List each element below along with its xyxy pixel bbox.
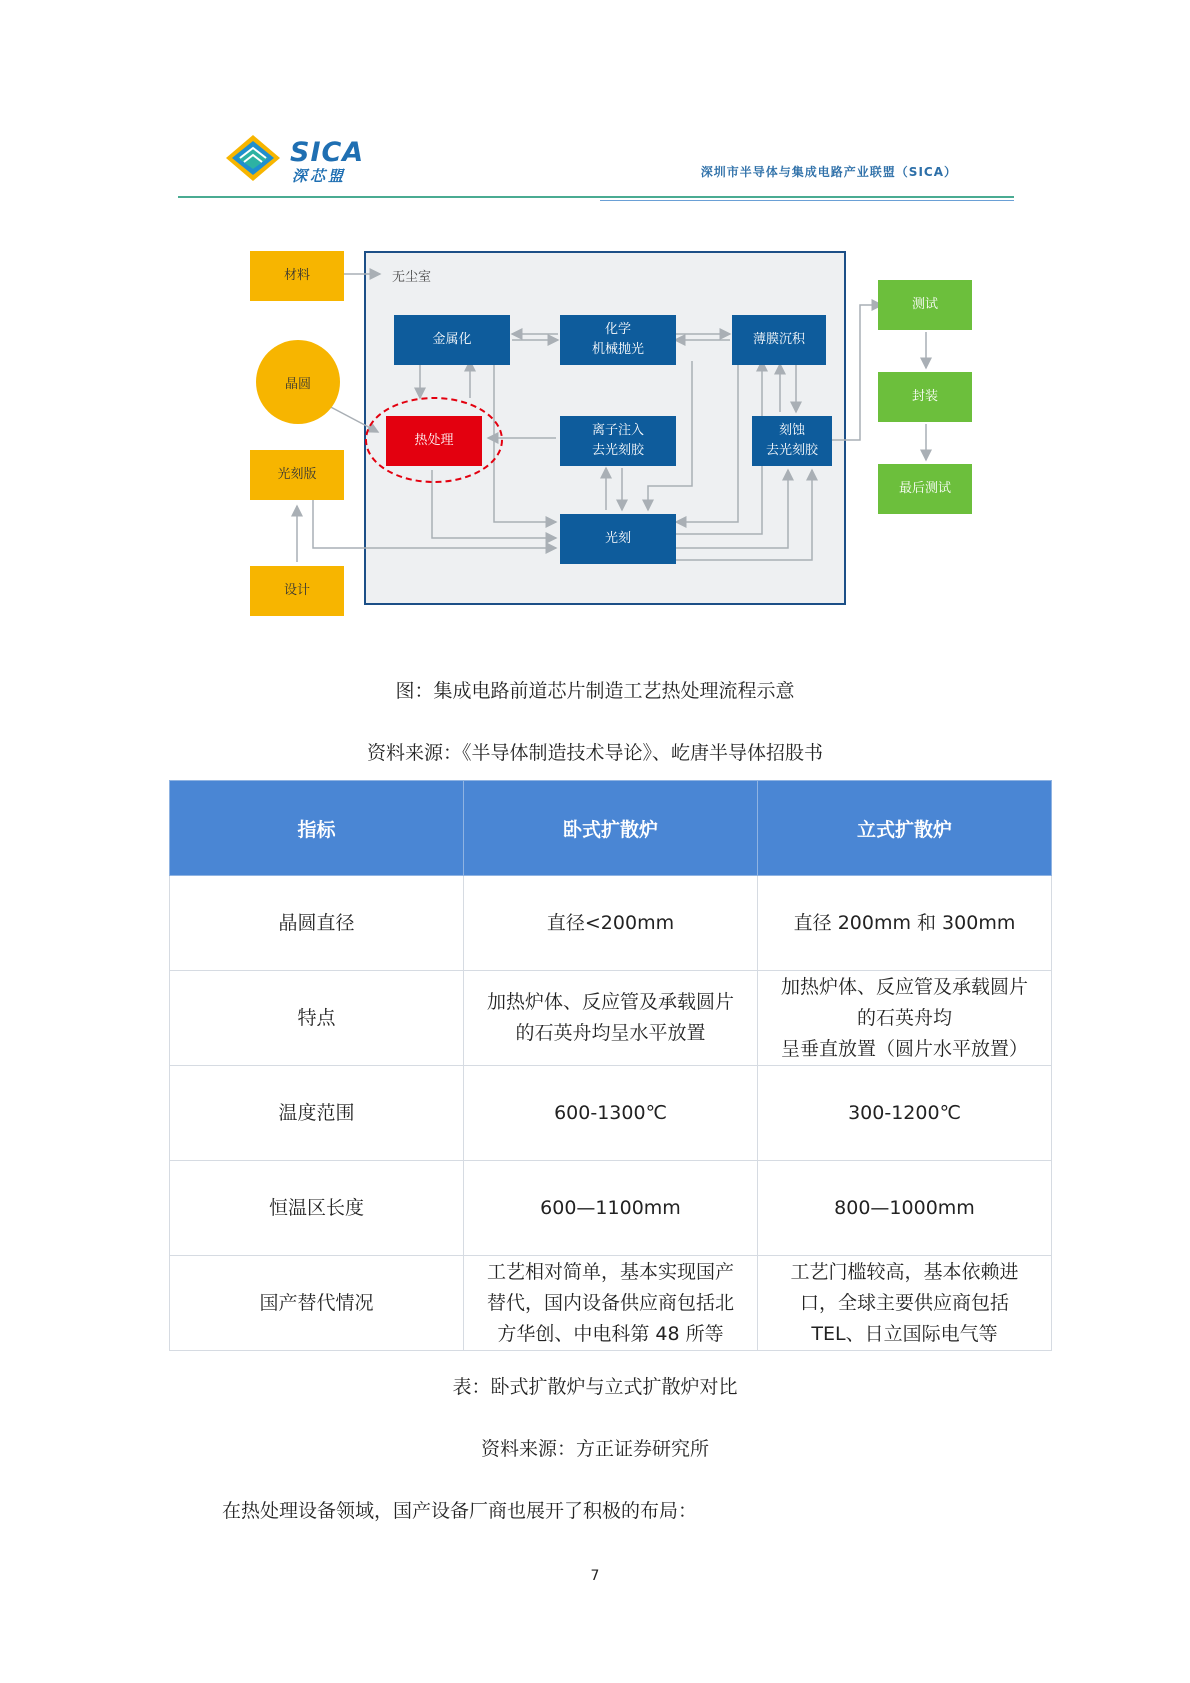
step-cmp-line2: 机械抛光 <box>591 342 644 357</box>
logo-text-en: SICA <box>290 137 365 168</box>
cleanroom-label: 无尘室 <box>392 270 432 285</box>
cell-horizontal: 加热炉体、反应管及承载圆片 的石英舟均呈水平放置 <box>464 971 758 1066</box>
comparison-table <box>169 780 1052 1351</box>
figure-caption: 图：集成电路前道芯片制造工艺热处理流程示意 <box>395 680 795 702</box>
step-thin-film: 薄膜沉积 <box>732 315 826 365</box>
row-label: 国产替代情况 <box>170 1256 464 1351</box>
step-etch-line2: 去光刻胶 <box>765 443 818 458</box>
step-package: 封装 <box>878 372 972 422</box>
input-material: 材料 <box>250 251 344 301</box>
figure-source: 资料来源：《半导体制造技术导论》、屹唐半导体招股书 <box>366 742 823 764</box>
cell-vertical: 800—1000mm <box>758 1161 1052 1256</box>
cell-vertical: 工艺门槛较高，基本依赖进 口，全球主要供应商包括 TEL、日立国际电气等 <box>758 1256 1052 1351</box>
header-horizontal-furnace: 卧式扩散炉 <box>464 781 758 876</box>
table-caption: 表：卧式扩散炉与立式扩散炉对比 <box>452 1376 738 1398</box>
table-row <box>170 971 1052 1066</box>
header-vertical-furnace: 立式扩散炉 <box>758 781 1052 876</box>
process-flow-diagram <box>0 0 1190 640</box>
cell-horizontal: 600—1100mm <box>464 1161 758 1256</box>
body-paragraph: 在热处理设备领域，国产设备厂商也展开了积极的布局： <box>222 1500 698 1522</box>
logo-text-cn: 深芯盟 <box>292 167 347 185</box>
input-wafer: 晶圆 <box>256 340 340 424</box>
step-lithography: 光刻 <box>560 514 676 564</box>
step-heat-treatment: 热处理 <box>386 416 482 466</box>
step-ion-line2: 去光刻胶 <box>591 443 644 458</box>
org-name: 深圳市半导体与集成电路产业联盟（SICA） <box>700 165 957 179</box>
input-mask: 光刻版 <box>250 450 344 500</box>
table-row <box>170 1066 1052 1161</box>
table-row <box>170 1256 1052 1351</box>
table-source: 资料来源：方正证券研究所 <box>480 1438 709 1460</box>
step-etch-line1: 刻蚀 <box>778 423 805 438</box>
step-test: 测试 <box>878 280 972 330</box>
row-label: 恒温区长度 <box>170 1161 464 1256</box>
cell-vertical: 直径 200mm 和 300mm <box>758 876 1052 971</box>
cell-vertical: 300-1200℃ <box>758 1066 1052 1161</box>
table-header-row <box>170 781 1052 876</box>
step-ion-line1: 离子注入 <box>591 423 644 438</box>
table-row <box>170 876 1052 971</box>
step-cmp-line1: 化学 <box>604 322 631 337</box>
cell-horizontal: 工艺相对简单，基本实现国产 替代，国内设备供应商包括北 方华创、中电科第 48 所等 <box>464 1256 758 1351</box>
step-final-test: 最后测试 <box>878 464 972 514</box>
step-ion-implant <box>560 416 676 466</box>
cell-horizontal: 直径<200mm <box>464 876 758 971</box>
step-cmp <box>560 315 676 365</box>
row-label: 温度范围 <box>170 1066 464 1161</box>
step-metallization: 金属化 <box>394 315 510 365</box>
step-etch <box>752 416 832 466</box>
input-design: 设计 <box>250 566 344 616</box>
table-row <box>170 1161 1052 1256</box>
cell-vertical: 加热炉体、反应管及承载圆片 的石英舟均 呈垂直放置（圆片水平放置） <box>758 971 1052 1066</box>
page-number: 7 <box>590 1568 600 1584</box>
cell-horizontal: 600-1300℃ <box>464 1066 758 1161</box>
row-label: 晶圆直径 <box>170 876 464 971</box>
row-label: 特点 <box>170 971 464 1066</box>
header-indicator: 指标 <box>170 781 464 876</box>
